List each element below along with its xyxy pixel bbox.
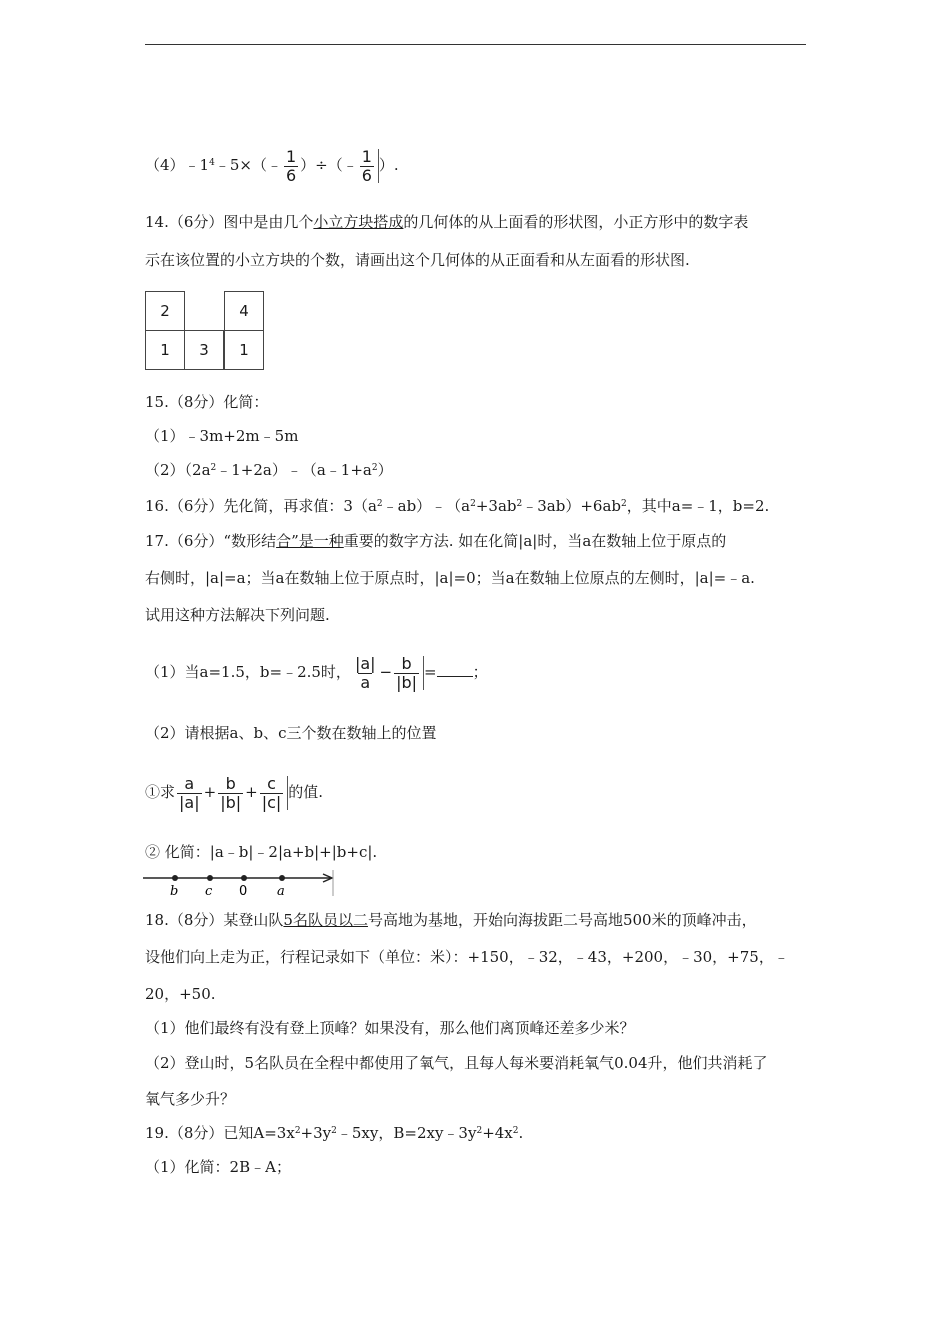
q13-label: （4） — [145, 156, 185, 174]
q17-line2: 右侧时，|a|=a；当a在数轴上位于原点时，|a|=0；当a在数轴上位原点的左侧时，|a|=﹣a. — [145, 569, 755, 587]
q17-line3: 试用这种方法解决下列问题. — [145, 606, 330, 624]
q14-line1: 14.（6分）图中是由几个小立方块搭成的几何体的从上面看的形状图，小正方形中的数字表 — [145, 213, 749, 231]
q19-part1: （1）化简：2B﹣A； — [145, 1158, 291, 1176]
q17-line1: 17.（6分）“数形结合”是一种重要的数字方法. 如在化简|a|时，当a在数轴上位于原点的 — [145, 532, 727, 550]
point-b — [172, 875, 178, 881]
grid-cell: 3 — [184, 330, 224, 370]
point-c — [207, 875, 213, 881]
label-zero: 0 — [239, 884, 248, 898]
q15-title: 15.（8分）化简： — [145, 393, 269, 411]
fraction: $\frac{a}{|a|}$ — [179, 773, 200, 812]
q18-part1: （1）他们最终有没有登上顶峰？如果没有，那么他们离顶峰还差多少米？ — [145, 1019, 635, 1037]
q14-line2: 示在该位置的小立方块的个数，请画出这个几何体的从正面看和从左面看的形状图. — [145, 251, 690, 269]
grid-cell: 4 — [224, 291, 264, 331]
q16: 16.（6分）先化简，再求值：$3(a^2﹣ab)﹣(a^2+3ab^2﹣3ab)+6ab^2$，其中a=﹣1，b=2. — [145, 497, 770, 515]
q17-part2: （2）请根据a、b、c三个数在数轴上的位置 — [145, 724, 437, 742]
q18-line1: 18.（8分）某登山队5名队员以二号高地为基地，开始向海拔距二号高地500米的顶峰冲击， — [145, 911, 757, 929]
fraction: $\frac{1}{6}$ — [285, 146, 297, 185]
q19: 19.（8分）已知$A=3x^2+3y^2﹣5xy$，$B=2xy﹣3y^2+4x^2$. — [145, 1124, 524, 1142]
grid-cell: 1 — [224, 330, 264, 370]
q18-line3: 20，+50. — [145, 985, 216, 1003]
fraction: $\frac{b}{|b|}$ — [396, 653, 418, 692]
q18-part2: （2）登山时，5名队员在全程中都使用了氧气，且每人每米要消耗氧气0.04升，他们共消耗了 — [145, 1054, 768, 1072]
q15-part2: $(2)(2a^2﹣1+2a)﹣(a﹣1+a^2)$ — [145, 461, 393, 479]
q17-sub1: ①求 $\frac{a}{|a|}$ + $\frac{b}{|b|}$ + $\frac{c}{|c|}$ 的值. — [145, 773, 324, 812]
answer-blank — [437, 662, 473, 677]
fraction: $\frac{b}{|b|}$ — [220, 773, 242, 812]
label-c: c — [205, 884, 213, 898]
header-rule — [145, 44, 806, 45]
q17-part1: （1）当a=1.5，b=﹣2.5时， $\frac{|a|}{a}$ − $\frac{b}{|b|}$ = ； — [145, 653, 488, 692]
q18-line2: 设他们向上走为正，行程记录如下（单位：米）：+150，﹣32，﹣43，+200，﹣30，+75，﹣ — [145, 948, 789, 966]
q17-sub2: ② 化简：|a﹣b|﹣2|a+b|+|b+c|. — [145, 843, 378, 861]
grid-cell: 1 — [145, 330, 185, 370]
top-view-grid — [145, 291, 262, 369]
point-a — [279, 875, 285, 881]
q18-part2-cont: 氧气多少升？ — [145, 1090, 236, 1108]
label-a: a — [277, 884, 285, 898]
q15-part1: （1）﹣3m+2m﹣5m — [145, 427, 299, 445]
fraction: $\frac{c}{|c|}$ — [261, 773, 282, 812]
q13-part4: $(4)﹣1^4﹣5\times(﹣$ $\frac{1}{6}$ ）÷（﹣ $\frac{1}{6}$ ）. — [145, 146, 399, 185]
number-line — [143, 870, 338, 898]
fraction: $\frac{|a|}{a}$ — [354, 653, 376, 692]
point-zero — [241, 875, 247, 881]
fraction: $\frac{1}{6}$ — [361, 146, 372, 185]
label-b: b — [170, 884, 179, 898]
grid-cell: 2 — [145, 291, 185, 331]
